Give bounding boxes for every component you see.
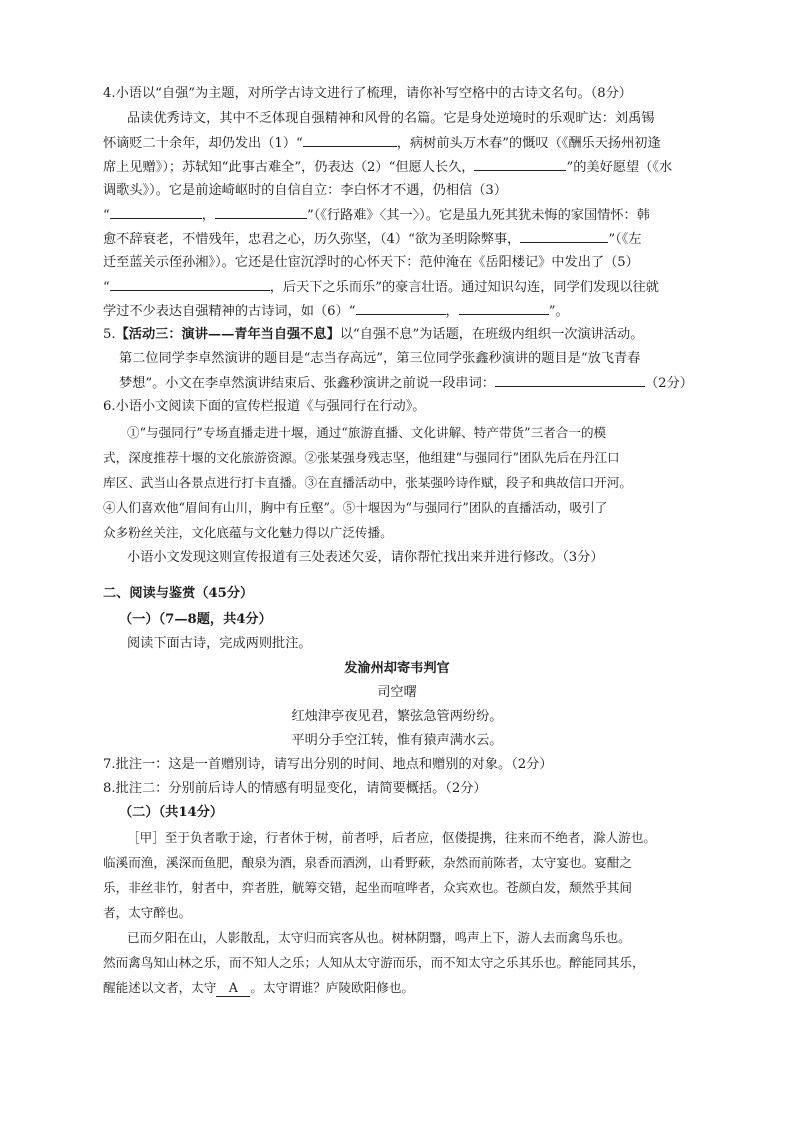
q4-text: 愈不辞衰老，不惜残年，忠君之心，历久弥坚，（4）“欲为圣明除弊事， — [103, 232, 521, 247]
q4-text: 学过不少表达自强精神的古诗词，如（6）“ — [103, 304, 356, 319]
q4-line: 迁至蓝关示侄孙湘》）。它还是仕宦沉浮时的心怀天下：范仲淹在《岳阳楼记》中发出了（5） — [103, 255, 639, 270]
q4-title: 4.小语以“自强”为主题，对所学古诗文进行了梳理，请你补写空格中的古诗文名句。（8分） — [103, 86, 632, 101]
answer-blank-6b[interactable] — [459, 302, 549, 315]
q5-line — [103, 326, 643, 343]
q4-text: ， — [201, 208, 215, 223]
q4-text: ，后天下之乐而乐”的豪言壮语。通过知识勾连，同学们发现以往就 — [269, 280, 659, 295]
q5-activity-title: 【活动三：演讲——青年当自强不息】 — [115, 327, 340, 342]
q4-text: ”。 — [548, 304, 569, 319]
passage-text: 醒能述以文者，太守 — [103, 980, 217, 995]
q5-score: （2分） — [645, 376, 693, 391]
section-heading: 二、阅读与鉴赏（45分） — [103, 586, 254, 601]
q4-line — [103, 302, 569, 320]
q4-text: ，病树前头万木春”的慨叹（《酬乐天扬州初逢 — [396, 136, 661, 151]
answer-blank-5[interactable] — [110, 278, 270, 291]
passage-line: 已而夕阳在山，人影散乱，太守归而宾客从也。树林阴翳，鸣声上下，游人去而禽鸟乐也。 — [127, 930, 631, 945]
answer-blank-2[interactable] — [474, 158, 566, 171]
answer-blank-1[interactable] — [303, 134, 397, 147]
q4-line — [103, 278, 659, 296]
blank-a[interactable]: A — [216, 979, 250, 997]
answer-blank-3b[interactable] — [215, 206, 307, 219]
q4-line — [103, 158, 672, 176]
q6-report-line: 众多粉丝关注，文化底蕴与文化魅力得以广泛传播。 — [103, 525, 393, 540]
q6-report-line: 库区、武当山各景点进行打卡直播。③在直播活动中，张某强吟诗作赋，段子和典故信口开河。 — [103, 475, 632, 490]
passage-text: 。太守谓谁？庐陵欧阳修也。 — [250, 980, 415, 995]
answer-blank-q5[interactable] — [495, 374, 645, 387]
q6-report-line: ④人们喜欢他“眉间有山川，胸中有丘壑”。⑤十堰因为“与强同行”团队的直播活动，吸引了 — [103, 500, 608, 515]
q6-report-line: 式，深度推荐十堰的文化旅游资源。②张某强身残志坚，他组建“与强同行”团队先后在丹江口 — [103, 450, 620, 465]
q6-title: 6.小语小文阅读下面的宣传栏报道《与强同行在行动》。 — [103, 399, 426, 414]
q5-text: 梦想”。小文在李卓然演讲结束后、张鑫秒演讲之前说一段串词： — [119, 376, 495, 391]
q4-line — [103, 134, 661, 152]
passage-line: ［甲］至于负者歌于途，行者休于树，前者呼，后者应，伛偻提携，往来而不绝者，滁人游也。 — [127, 830, 656, 845]
q7: 7.批注一：这是一首赠别诗，请写出分别的时间、地点和赠别的对象。（2分） — [103, 757, 553, 772]
answer-blank-6a[interactable] — [356, 302, 446, 315]
q4-text: ”（《行路难》〈其一〉）。它是虽九死其犹未悔的家国情怀：韩 — [306, 208, 650, 223]
q4-text: 怀谪贬二十余年，却仍发出（1）“ — [103, 136, 303, 151]
q4-line: 品读优秀诗文，其中不乏体现自强精神和风骨的名篇。它是身处逆境时的乐观旷达：刘禹锡 — [127, 111, 655, 126]
poet-name: 司空曙 — [377, 685, 417, 700]
q4-line — [103, 230, 641, 248]
part-heading: （二）（共14分） — [119, 805, 224, 820]
q5-number: 5. — [103, 327, 116, 342]
poem-line: 红烛津亭夜见君，繁弦急管两纷纷。 — [291, 709, 503, 724]
answer-blank-3a[interactable] — [110, 206, 202, 219]
q5-text: 以“自强不息”为话题，在班级内组织一次演讲活动。 — [339, 327, 644, 342]
passage-line — [103, 979, 414, 997]
q4-text: “ — [103, 280, 110, 295]
q5-line — [119, 374, 693, 392]
q4-text: “ — [103, 208, 110, 223]
passage-line: 者，太守醉也。 — [103, 905, 192, 920]
q4-text: ， — [445, 304, 459, 319]
part-heading: （一）（7—8题，共4分） — [119, 612, 272, 627]
instruction: 阅读下面古诗，完成两则批注。 — [127, 636, 312, 651]
q4-text: ”（《左 — [608, 232, 642, 247]
q6-task: 小语小文发现这则宣传报道有三处表述欠妥，请你帮忙找出来并进行修改。（3分） — [127, 550, 604, 565]
q8: 8.批注二：分别前后诗人的情感有明显变化，请简要概括。（2分） — [103, 781, 487, 796]
q6-report-line: ①“与强同行”专场直播走进十堰，通过“旅游直播、文化讲解、特产带货”三者合一的模 — [127, 425, 607, 440]
poem-title: 发渝州却寄韦判官 — [344, 661, 450, 676]
q4-line — [103, 206, 650, 224]
passage-line: 临溪而渔，溪深而鱼肥，酿泉为酒，泉香而酒洌，山肴野蔌，杂然而前陈者，太守宴也。宴酣之 — [103, 855, 632, 870]
passage-line: 然而禽鸟知山林之乐，而不知人之乐；人知从太守游而乐，而不知太守之乐其乐也。醉能同其乐， — [103, 955, 645, 970]
q4-text: ”的美好愿望（《水 — [566, 160, 673, 175]
passage-line: 乐，非丝非竹，射者中，弈者胜，觥筹交错，起坐而喧哗者，众宾欢也。苍颜白发，颓然乎其间 — [103, 880, 632, 895]
answer-blank-4[interactable] — [520, 230, 608, 243]
poem-line: 平明分手空江转，惟有猿声满水云。 — [291, 733, 503, 748]
q4-line: 调歌头》）。它是前途崎岖时的自信自立：李白怀才不遇，仍相信（3） — [103, 183, 507, 198]
q4-text: 席上见赠》）；苏轼知“此事古难全”，仍表达（2）“但愿人长久， — [103, 160, 475, 175]
q5-line: 第二位同学李卓然演讲的题目是“志当存高远”，第三位同学张鑫秒演讲的题目是“放飞青春 — [119, 351, 641, 366]
